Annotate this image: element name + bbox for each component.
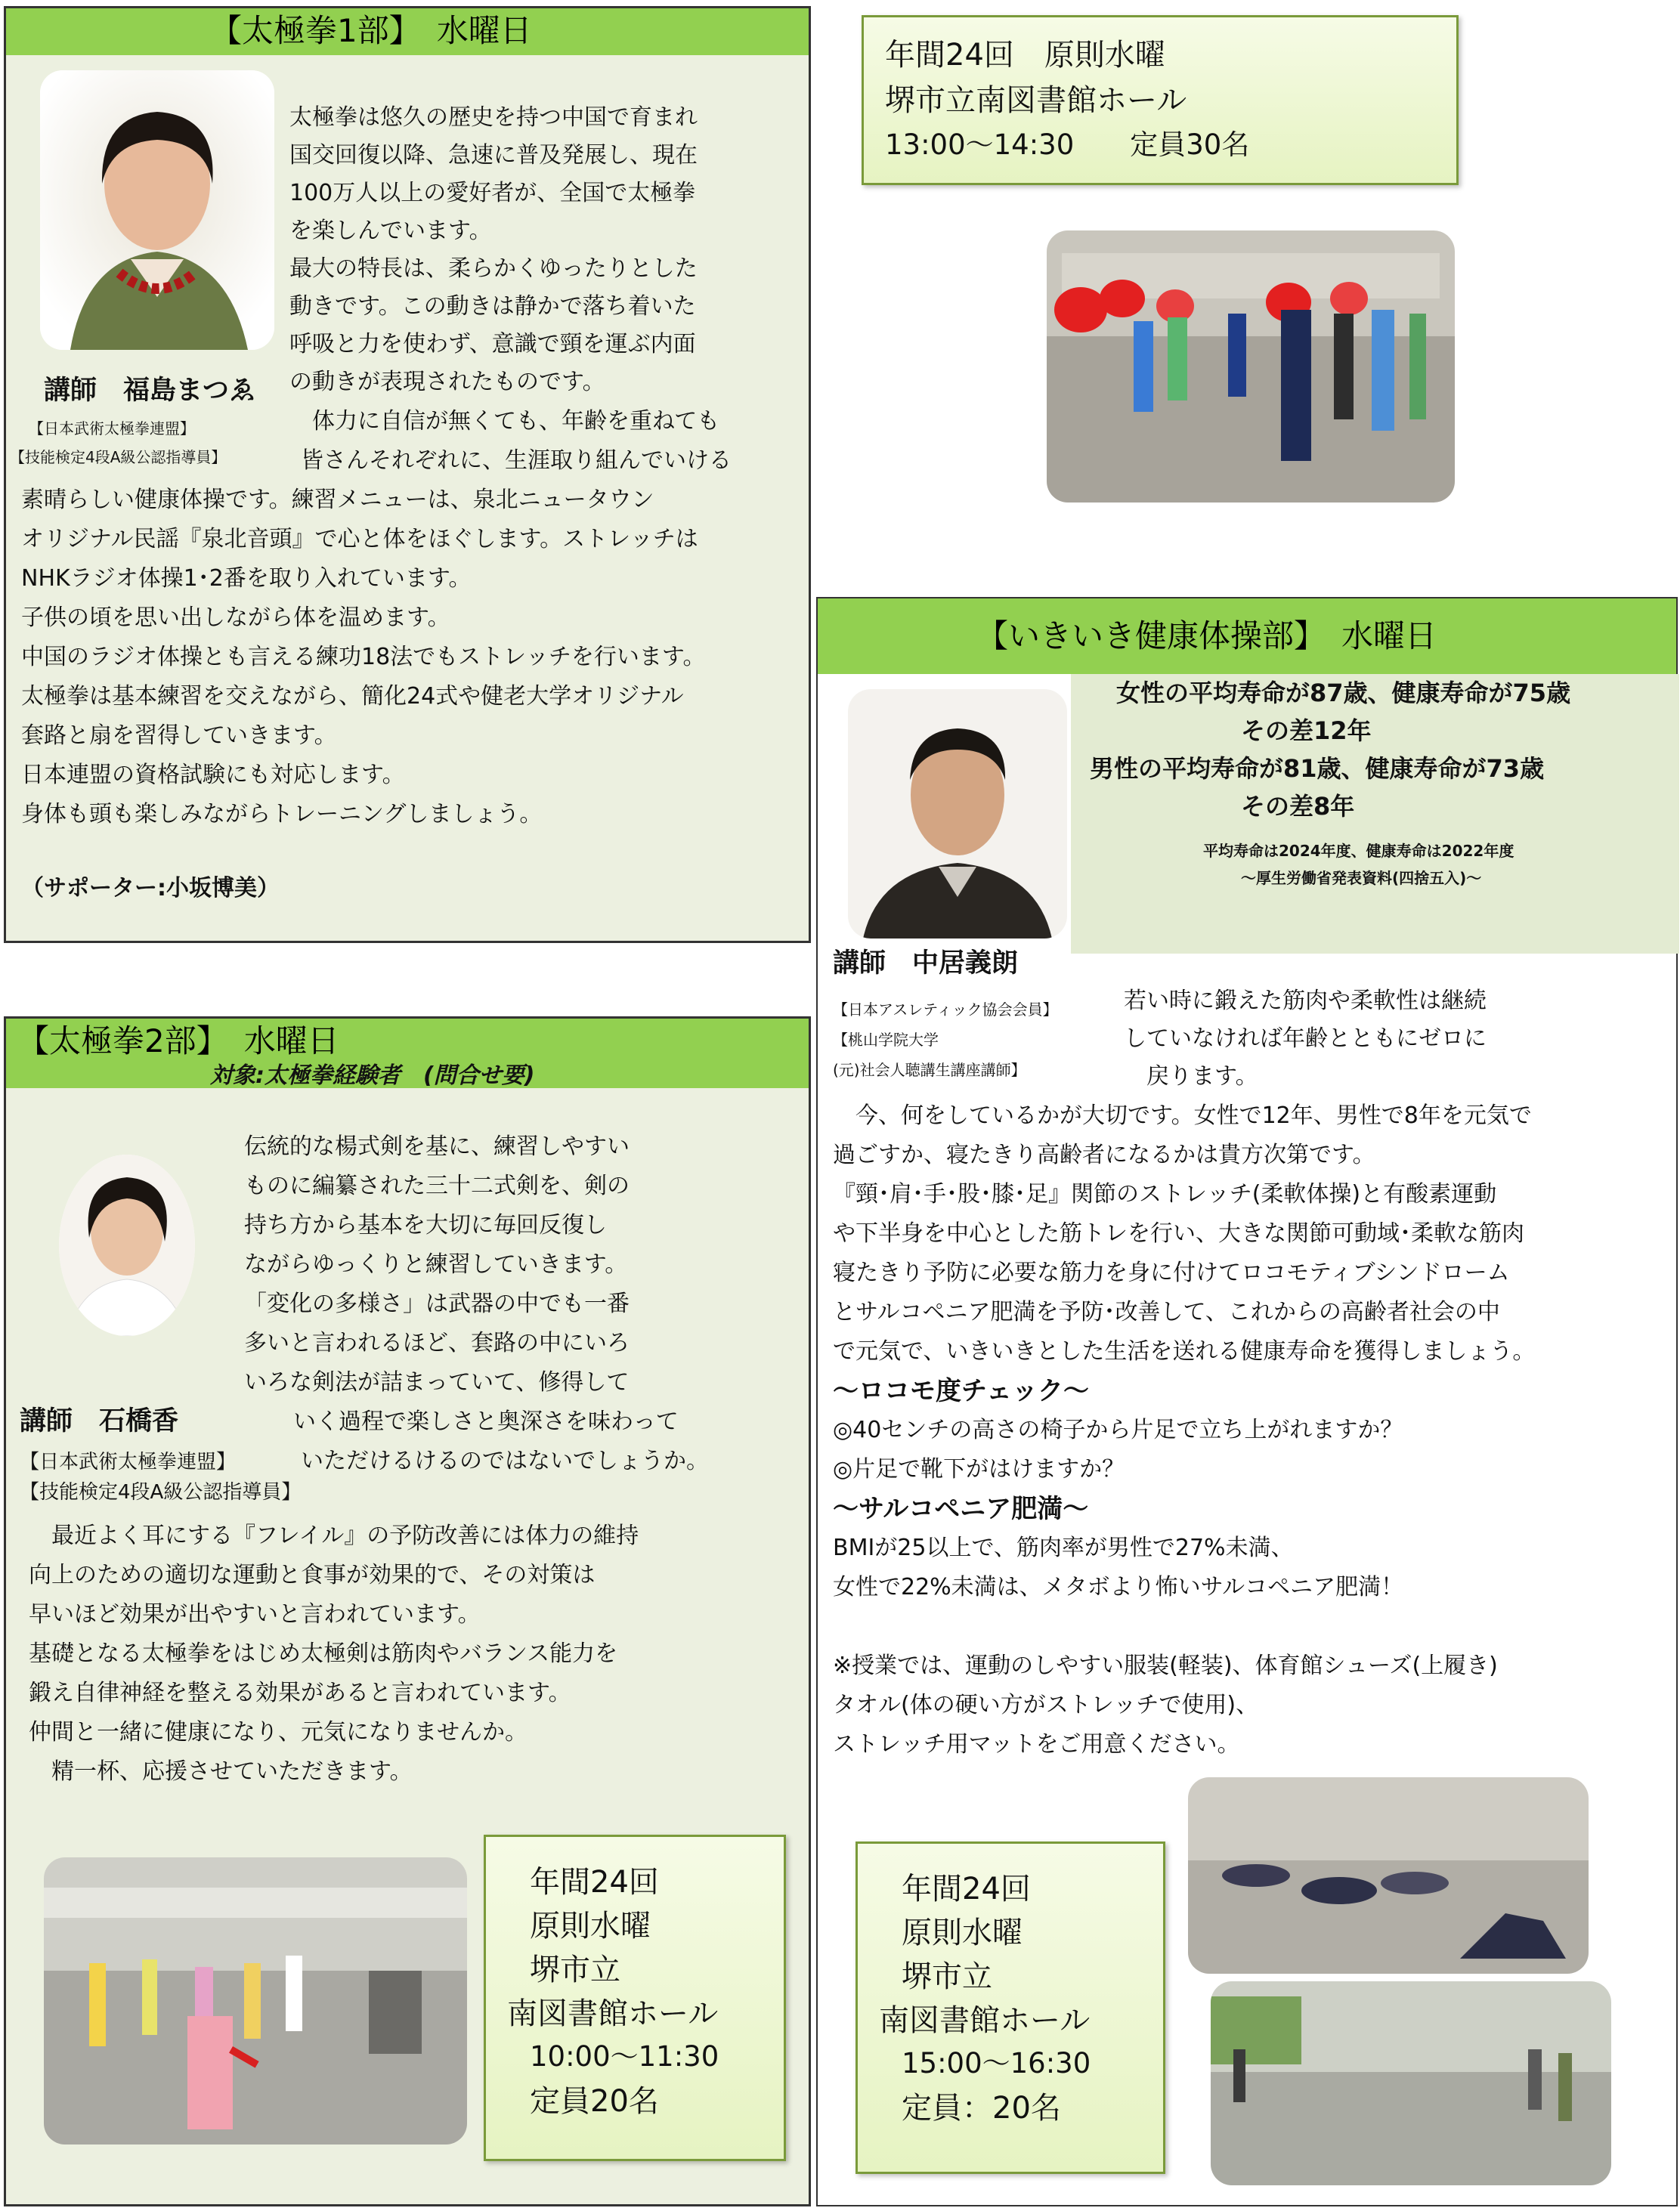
ikiiki-stretch-photo-2 [1211,1981,1611,2185]
taiji1-body-line: 身体も頭も楽しみながらトレーニングしましょう。 [21,801,543,827]
ikiiki-stats-box [1071,674,1679,954]
schedule2-line: 定員20名 [530,2084,659,2119]
taiji1-panel [4,6,811,943]
taiji1-body-line: NHKラジオ体操1･2番を取り入れています。 [21,565,472,592]
teacher3-photo [848,689,1067,939]
locomo-check-item: ◎片足で靴下がはけますか？ [833,1456,1125,1483]
taiji1-body-line: の動きが表現されたものです。 [289,369,605,395]
schedule2-line: 南図書館ホール [507,1996,719,2031]
ikiiki-body-line: 過ごすか、寝たきり高齢者になるかは貴方次第です。 [833,1142,1375,1168]
taiji1-body-line: 体力に自信が無くても、年齢を重ねても [289,408,720,434]
ikiiki-schedule-box [855,1841,1165,2174]
taiji2-body2-line: 基礎となる太極拳をはじめ太極剣は筋肉やバランス能力を [29,1640,618,1667]
taiji1-body-line: 套路と扇を習得していきます。 [21,722,337,749]
taiji1-body-line: 呼吸と力を使わず、意識で頸を運ぶ内面 [289,331,696,357]
ikiiki-stat-line: 男性の平均寿命が81歳、健康寿命が73歳 [1090,754,1545,783]
taiji2-body-line: いただけるけるのではないでしょうか。 [301,1448,709,1474]
schedule3-line: 15:00～16:30 [902,2047,1091,2080]
ikiiki-body-line: 今、何をしているかが大切です。女性で12年、男性で8年を元気で [833,1102,1532,1129]
teacher1-portrait-image [40,70,274,350]
taiji1-header: 【太極拳1部】 水曜日 [6,8,809,55]
ikiiki-intro-line: していなければ年齢とともにゼロに [1124,1025,1487,1052]
teacher1-affiliation-1: 【日本武術太極拳連盟】 [29,419,195,438]
ikiiki-body-line: とサルコペニア肥満を予防･改善して、これからの高齢者社会の中 [833,1299,1500,1325]
ikiiki-stat-line: その差8年 [1241,792,1355,821]
taiji1-body-line: 素晴らしい健康体操です。練習メニューは、泉北ニュータウン [21,487,654,513]
taiji1-body-line: を楽しんでいます。 [289,218,492,244]
taiji2-panel [4,1016,811,2206]
taiji1-class-photo [1047,230,1455,502]
stretch-class-photo-image [1188,1777,1589,1974]
ikiiki-stat-line: 女性の平均寿命が87歳、健康寿命が75歳 [1116,679,1571,707]
ikiiki-stretch-photo-1 [1188,1777,1589,1974]
schedule3-line: 原則水曜 [902,1916,1023,1950]
teacher3-affiliation-2: 【桃山学院大学 [833,1031,939,1049]
teacher2-affiliation-2: 【技能検定4段A級公認指導員】 [20,1481,302,1504]
taiji1-body-line: 太極拳は悠久の歴史を持つ中国で育まれ [289,104,698,131]
schedule1-line: 堺市立南図書館ホール [885,83,1187,118]
schedule1-line: 13:00～14:30 定員30名 [885,128,1250,161]
taiji1-supporter: （サポーター:小坂博美） [21,875,280,901]
schedule1-line: 年間24回 原則水曜 [885,38,1165,73]
taiji2-body-line: 持ち方から基本を大切に毎回反復し [244,1212,607,1238]
ikiiki-intro-line: 戻ります。 [1146,1063,1258,1090]
schedule3-line: 年間24回 [902,1872,1031,1906]
sword-class-photo-image [44,1857,467,2145]
schedule2-line: 10:00～11:30 [530,2040,719,2073]
taiji2-body-line: いろな剣法が詰まっていて、修得して [244,1369,630,1396]
taiji2-body-line: ものに編纂された三十二式剣を、剣の [244,1173,630,1199]
ikiiki-body-line: で元気で、いきいきとした生活を送れる健康寿命を獲得しましょう。 [833,1338,1536,1365]
ikiiki-note-1: 平均寿命は2024年度、健康寿命は2022年度 [1203,842,1514,860]
taiji2-body2-line: 最近よく耳にする『フレイル』の予防改善には体力の維持 [29,1523,639,1549]
ikiiki-note-2: ～厚生労働省発表資料(四捨五入)～ [1241,869,1482,887]
taiji2-schedule-box [484,1835,786,2161]
ikiiki-body-line: や下半身を中心とした筋トレを行い、大きな関節可動域･柔軟な筋肉 [833,1220,1524,1247]
teacher1-photo [40,70,274,350]
taiji2-body2-line: 向上のための適切な運動と食事が効果的で、その対策は [29,1562,596,1588]
taiji2-body2-line: 精一杯、応援させていただきます。 [29,1758,413,1785]
taiji1-body-line: 動きです。この動きは静かで落ち着いた [289,293,696,320]
schedule3-line: 南図書館ホール [879,2003,1091,2038]
taiji2-header-title: 【太極拳2部】 水曜日 [17,1022,339,1059]
taiji1-body-line: 皆さんそれぞれに、生涯取り組んでいける [301,447,732,474]
teacher2-photo [59,1155,195,1336]
taiji2-subheader: 対象:太極拳経験者 (問合せ要) [210,1062,535,1089]
ikiiki-header: 【いきいき健康体操部】 水曜日 [818,598,1676,674]
ikiiki-panel [816,597,1678,2206]
teacher1-affiliation-2: 【技能検定4段A級公認指導員】 [10,448,227,466]
teacher1-name: 講師 福島まつゑ [44,376,256,406]
schedule3-line: 堺市立 [902,1959,992,1994]
taiji2-body-line: 多いと言われるほど、套路の中にいろ [244,1330,630,1356]
ikiiki-intro-line: 若い時に鍛えた筋肉や柔軟性は継続 [1124,988,1487,1014]
taiji2-body-line: ながらゆっくりと練習していきます。 [244,1251,628,1278]
taiji1-schedule-box [862,15,1459,185]
schedule2-line: 原則水曜 [530,1909,651,1944]
sarcopenia-title: ～サルコペニア肥満～ [833,1494,1089,1524]
taiji1-body-line: 太極拳は基本練習を交えながら、簡化24式や健老大学オリジナル [21,683,684,710]
ikiiki-stat-line: その差12年 [1241,716,1372,745]
taiji2-body2-line: 鍛え自律神経を整える効果があると言われています。 [29,1680,571,1706]
teacher3-affiliation-3: (元)社会人聴講生講座講師】 [833,1061,1026,1079]
taiji1-body-line: 100万人以上の愛好者が、全国で太極拳 [289,180,696,206]
taiji2-body-line: 「変化の多様さ」は武器の中でも一番 [244,1291,630,1317]
ikiiki-notes-line: タオル(体の硬い方がストレッチで使用)、 [833,1692,1259,1718]
ikiiki-body-line: 『頸･肩･手･股･膝･足』関節のストレッチ(柔軟体操)と有酸素運動 [833,1181,1497,1208]
teacher3-name: 講師 中居義朗 [833,948,1019,979]
taiji1-body-line: 最大の特長は、柔らかくゆったりとした [289,255,698,282]
taiji2-body2-line: 仲間と一緒に健康になり、元気になりませんか。 [29,1719,528,1746]
sarcopenia-line: BMIが25以上で、筋肉率が男性で27%未満、 [833,1535,1294,1561]
teacher3-affiliation-1: 【日本アスレティック協会会員】 [833,1000,1058,1019]
taiji2-body-line: 伝統的な楊式剣を基に、練習しやすい [244,1133,630,1160]
hall-photo-image [1211,1981,1611,2185]
taiji2-class-photo [44,1857,467,2145]
ikiiki-notes-line: ※授業では、運動のしやすい服装(軽装)、体育館シューズ(上履き) [833,1653,1498,1679]
schedule3-line: 定員：20名 [902,2091,1061,2126]
taiji1-body-line: オリジナル民謡『泉北音頭』で心と体をほぐします。ストレッチは [21,526,698,552]
taiji1-body-line: 国交回復以降、急速に普及発展し、現在 [289,142,698,169]
teacher2-portrait-image [59,1155,195,1336]
taiji1-body-line: 中国のラジオ体操とも言える練功18法でもストレッチを行います。 [21,644,706,670]
taiji1-body-line: 子供の頃を思い出しながら体を温めます。 [21,605,450,631]
ikiiki-body-line: 寝たきり予防に必要な筋力を身に付けてロコモティブシンドローム [833,1260,1510,1286]
locomo-check-item: ◎40センチの高さの椅子から片足で立ち上がれますか？ [833,1417,1403,1443]
teacher2-name: 講師 石橋香 [20,1406,179,1436]
fan-dance-photo-image [1047,230,1455,502]
taiji2-body-line: いく過程で楽しさと奥深さを味わって [293,1409,679,1435]
teacher3-portrait-image [848,689,1067,939]
ikiiki-notes-line: ストレッチ用マットをご用意ください。 [833,1731,1240,1758]
taiji2-body2-line: 早いほど効果が出やすいと言われています。 [29,1601,481,1628]
schedule2-line: 堺市立 [530,1953,620,1987]
taiji1-body-line: 日本連盟の資格試験にも対応します。 [21,762,405,788]
sarcopenia-line: 女性で22%未満は、メタボより怖いサルコペニア肥満！ [833,1574,1404,1600]
teacher2-affiliation-1: 【日本武術太極拳連盟】 [20,1451,237,1473]
schedule2-line: 年間24回 [530,1865,659,1900]
locomo-check-title: ～ロコモ度チェック～ [833,1376,1089,1406]
